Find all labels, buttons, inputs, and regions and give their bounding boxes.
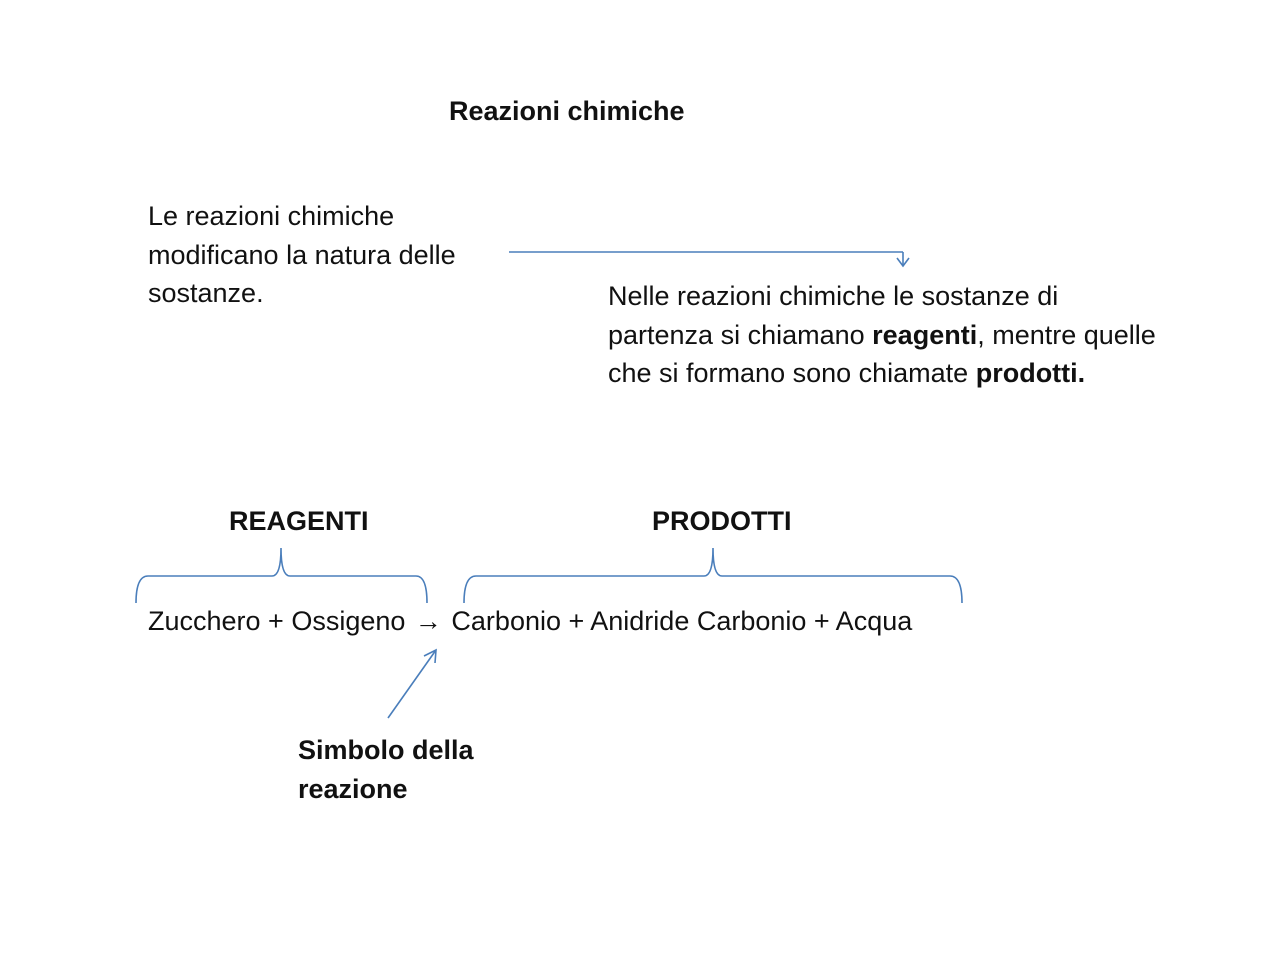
reagenti-label: REAGENTI [229, 506, 369, 536]
symbol-pointer-line [388, 650, 436, 718]
slide-title: Reazioni chimiche [449, 96, 685, 126]
symbol-note: Simbolo della reazione [298, 735, 474, 804]
reactants-text: Zucchero + Ossigeno [148, 606, 406, 636]
connector-arrowhead-icon [897, 258, 909, 266]
prodotti-brace [464, 548, 962, 603]
reagenti-brace [136, 548, 427, 603]
symbol-pointer-arrowhead-icon [424, 650, 436, 663]
term-prodotti: prodotti. [975, 358, 1086, 388]
reaction-arrow-icon: → [414, 606, 442, 636]
definition-part2: , mentre quelle che si formano sono chiamate [608, 319, 1156, 388]
definition-text [608, 277, 1168, 393]
prodotti-label: PRODOTTI [652, 506, 792, 536]
term-reagenti: reagenti [872, 319, 978, 350]
products-text: Carbonio + Anidride Carbonio + Acqua [451, 606, 913, 636]
definition-part1: Nelle reazioni chimiche le sostanze di partenza si chiamano [608, 281, 1059, 350]
intro-text: Le reazioni chimiche modificano la natura delle sostanze. [148, 201, 456, 308]
reaction-equation [148, 606, 912, 637]
